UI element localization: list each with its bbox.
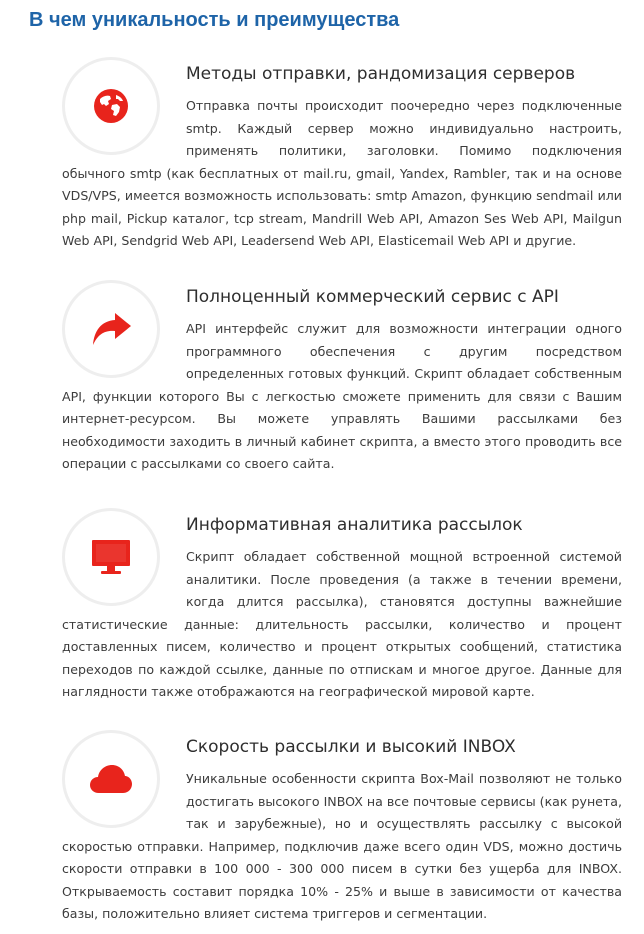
feature-api-service [62, 286, 622, 476]
feature-title: Полноценный коммерческий сервис с API [186, 287, 559, 307]
feature-icon-circle [62, 57, 160, 155]
feature-icon-circle [62, 280, 160, 378]
feature-text: Отправка почты происходит поочередно через подключенные smtp. Каждый сервер можно индивидуально настроить, применять политики, заголовки. Помимо подключения обычного smtp (как бесплатных от mail.ru, gmail, Yandex, Rambler, так и на основе VDS/VPS, имеется возможность использовать: smtp Amazon, функцию sendmail или php mail, Pickup каталог, tcp stream, Mandrill Web API, Amazon Ses Web API, Mailgun Web API, Sendgrid Web API, Leadersend Web API, Elasticemail Web API и другие. [62, 98, 622, 248]
feature-title: Скорость рассылки и высокий INBOX [186, 737, 516, 757]
page-heading: В чем уникальность и преимущества [29, 9, 400, 31]
feature-icon-circle [62, 730, 160, 828]
cloud-icon [88, 762, 134, 796]
feature-title: Информативная аналитика рассылок [186, 515, 523, 535]
feature-text: API интерфейс служит для возможности интеграции одного программного обеспечения с другим посредством определенных готовых функций. Скрипт обладает собственным API, функции которого Вы с легкостью сможете применить для связи с Вашим интернет-ресурсом. Вы можете управлять Вашими рассылками без необходимости заходить в личный кабинет скрипта, а вместо этого проводить все операции с рассылками со своего сайта. [62, 321, 622, 471]
share-arrow-icon [89, 309, 133, 349]
feature-analytics [62, 514, 622, 704]
monitor-icon [89, 537, 133, 577]
feature-text: Уникальные особенности скрипта Box-Mail позволяют не только достигать высокого INBOX на все почтовые сервисы (как рунета, так и зарубежные), но и осуществлять рассылку с высокой скоростью отправки. Например, подключив даже всего один VDS, можно достичь скорости отправки в 100 000 - 300 000 писем в сутки без ущерба для INBOX. Открываемость составит порядка 10% - 25% и выше в зависимости от качества базы, положительно влияет система триггеров и сегментации. [62, 771, 622, 921]
globe-icon [92, 87, 130, 125]
feature-icon-circle [62, 508, 160, 606]
feature-speed-inbox [62, 736, 622, 926]
feature-text: Скрипт обладает собственной мощной встроенной системой аналитики. После проведения (а также в течении времени, когда длится рассылка), становятся доступны важнейшие статистические данные: длительность рассылки, количество и процент доставленных писем, количество и процент открытых сообщений, статистика переходов по каждой ссылке, данные по отпискам и многое другое. Данные для наглядности также отображаются на географической мировой карте. [62, 549, 622, 699]
feature-sending-methods [62, 63, 622, 253]
feature-title: Методы отправки, рандомизация серверов [186, 64, 576, 84]
